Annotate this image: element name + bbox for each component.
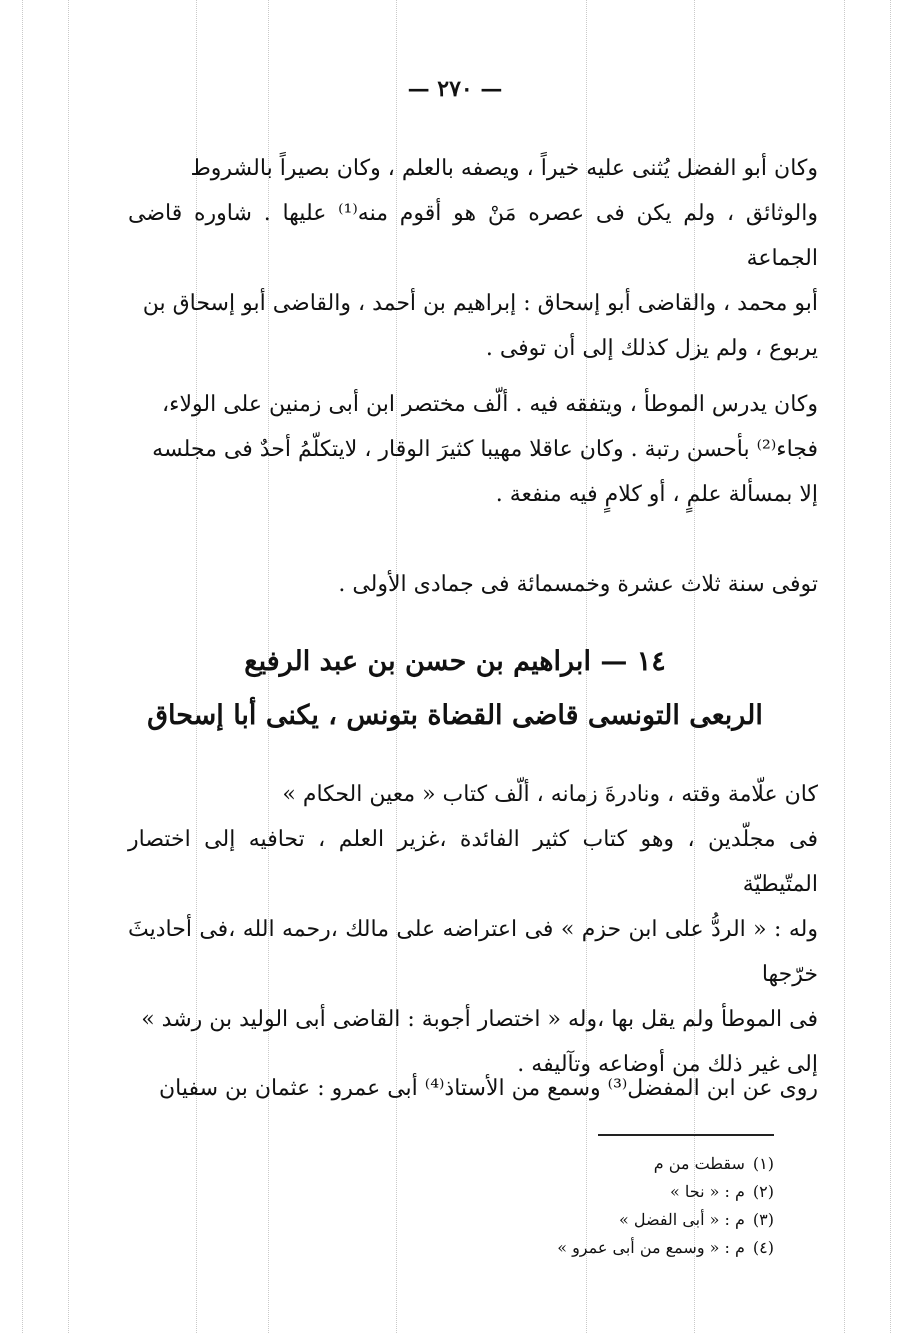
footnote xyxy=(454,1150,774,1178)
paragraph xyxy=(128,562,818,607)
text-line: يربوع ، ولم يزل كذلك إلى أن توفى . xyxy=(485,336,818,361)
footnote-text: م : « وسمع من أبى عمرو » xyxy=(557,1238,745,1257)
footnote-text: م : « أبى الفضل » xyxy=(618,1210,745,1229)
footnote xyxy=(454,1206,774,1234)
text-line: والوثائق ، ولم يكن فى عصره مَنْ هو أقوم منه⁽¹⁾ عليها . شاوره قاضى الجماعة xyxy=(128,201,818,271)
margin-guide xyxy=(68,0,69,1333)
footnote-number: (٣) xyxy=(752,1210,774,1229)
text-line: فى الموطأ ولم يقل بها ،وله « اختصار أجوبة : القاضى أبى الوليد بن رشد » xyxy=(141,1007,818,1032)
footnote-number: (١) xyxy=(752,1154,774,1173)
entry-subheading: الربعى التونسى قاضى القضاة بتونس ، يكنى أبا إسحاق xyxy=(147,700,763,731)
page-number: — ٢٧٠ — xyxy=(407,76,503,102)
footnote-number: (٤) xyxy=(752,1238,774,1257)
paragraph xyxy=(128,146,818,371)
footnote xyxy=(454,1178,774,1206)
text-line: إلى غير ذلك من أوضاعه وتآليفه . xyxy=(517,1052,818,1077)
margin-guide xyxy=(890,0,891,1333)
text-line: أبو محمد ، والقاضى أبو إسحاق : إبراهيم بن أحمد ، والقاضى أبو إسحاق بن xyxy=(142,291,818,316)
footnote-separator xyxy=(598,1134,774,1136)
text-line: إلا بمسألة علمٍ ، أو كلامٍ فيه منفعة . xyxy=(495,482,818,507)
paragraph xyxy=(128,1066,818,1111)
margin-guide xyxy=(22,0,23,1333)
text-line: فجاء⁽²⁾ بأحسن رتبة . وكان عاقلا مهيبا كثيرَ الوقار ، لايتكلّمُ أحدٌ فى مجلسه xyxy=(152,437,818,462)
footnote-text: م : « نحا » xyxy=(670,1182,745,1201)
text-line: فى مجلّدين ، وهو كتاب كثير الفائدة ،غزير العلم ، تحافيه إلى اختصار المتّيطيّة xyxy=(128,827,818,897)
footnote-number: (٢) xyxy=(752,1182,774,1201)
footnote xyxy=(454,1234,774,1262)
text-line: كان علّامة وقته ، ونادرةَ زمانه ، ألّف كتاب « معين الحكام » xyxy=(282,782,818,807)
text-line: وكان يدرس الموطأ ، ويتفقه فيه . ألّف مختصر ابن أبى زمنين على الولاء، xyxy=(162,392,818,417)
text-line: روى عن ابن المفضل⁽³⁾ وسمع من الأستاذ⁽⁴⁾ أبى عمرو : عثمان بن سفيان xyxy=(158,1076,818,1101)
paragraph xyxy=(128,382,818,517)
text-line: وكان أبو الفضل يُثنى عليه خيراً ، ويصفه بالعلم ، وكان بصيراً بالشروط xyxy=(190,156,818,181)
entry-heading: ١٤ — ابراهيم بن حسن بن عبد الرفيع xyxy=(244,646,666,677)
text-line: وله : « الردُّ على ابن حزم » فى اعتراضه على مالك ،رحمه الله ،فى أحاديثَ خرّجها xyxy=(128,917,818,987)
footnotes xyxy=(454,1150,774,1262)
footnote-text: سقطت من م xyxy=(653,1154,745,1173)
text-line: توفى سنة ثلاث عشرة وخمسمائة فى جمادى الأولى . xyxy=(338,572,818,597)
paragraph xyxy=(128,772,818,1087)
margin-guide xyxy=(844,0,845,1333)
